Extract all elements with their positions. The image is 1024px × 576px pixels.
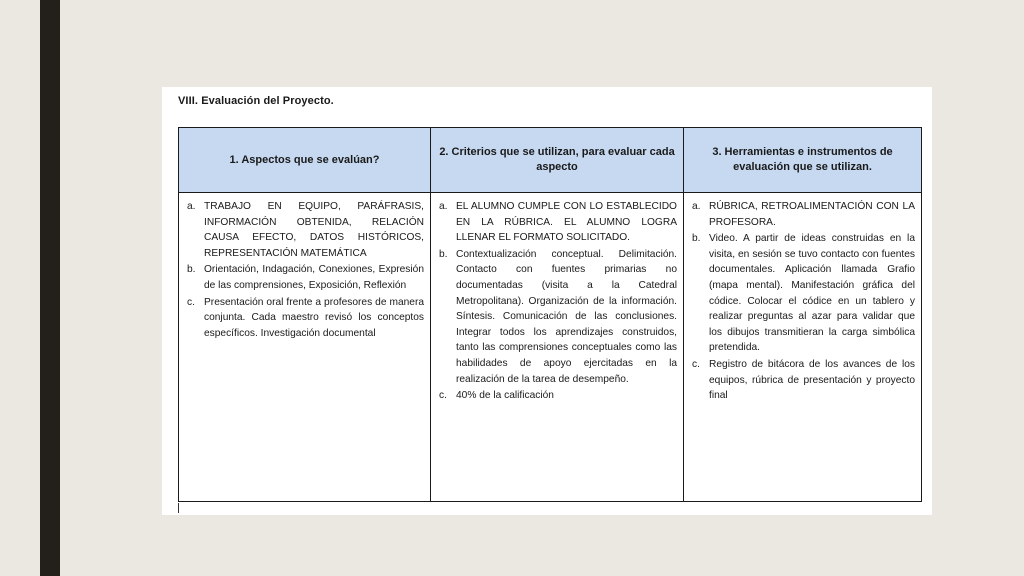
list-item [435, 199, 679, 246]
list-marker: c. [692, 358, 700, 370]
list-item [183, 295, 426, 342]
list-item-text: RÚBRICA, RETROALIMENTACIÓN CON LA PROFESORA. [709, 201, 915, 228]
list-item-text: Registro de bitácora de los avances de los equipos, rúbrica de presentación y proyecto final [709, 358, 915, 402]
table-row [179, 193, 922, 502]
text-cursor [178, 503, 179, 513]
list-item-text: Orientación, Indagación, Conexiones, Expresión de las comprensiones, Exposición, Reflexión [204, 264, 424, 291]
document-page [162, 87, 932, 515]
cell-aspects [179, 193, 431, 502]
list-item-text: Video. A partir de ideas construidas en la visita, en sesión se tuvo contacto con fuentes documentales. Aplicación llamada Grafio (mapa mental). Manifestación gráfica del códice. Colocar el códice en un tablero y realizar preguntas al azar para validar que los dibujos transmitieran la carga simbólica pretendida. [709, 233, 915, 354]
list-marker: b. [187, 264, 196, 276]
list-item-text: TRABAJO EN EQUIPO, PARÁFRASIS, INFORMACIÓN OBTENIDA, RELACIÓN CAUSA EFECTO, DATOS HISTÓRICOS, REPRESENTACIÓN MATEMÁTICA [204, 201, 424, 259]
table-header-row [179, 128, 922, 193]
criteria-list [435, 199, 679, 404]
list-marker: b. [692, 233, 701, 245]
list-item-text: 40% de la calificación [456, 390, 554, 402]
list-item [688, 231, 917, 356]
list-marker: a. [439, 201, 448, 212]
section-title: VIII. Evaluación del Proyecto. [178, 95, 334, 107]
list-item [435, 388, 679, 404]
evaluation-table [178, 127, 922, 502]
cell-tools [684, 193, 922, 502]
list-item-text: EL ALUMNO CUMPLE CON LO ESTABLECIDO EN LA RÚBRICA. EL ALUMNO LOGRA LLENAR EL FORMATO SOLICITADO. [456, 201, 677, 244]
list-item [183, 262, 426, 293]
tools-list [688, 199, 917, 404]
header-aspects: 1. Aspectos que se evalúan? [179, 128, 431, 193]
list-marker: b. [439, 248, 448, 260]
header-tools: 3. Herramientas e instrumentos de evaluación que se utilizan. [684, 128, 922, 193]
list-item [183, 199, 426, 261]
list-item [688, 199, 917, 230]
cell-criteria [431, 193, 684, 502]
list-item-text: Presentación oral frente a profesores de manera conjunta. Cada maestro revisó los conceptos específicos. Investigación documental [204, 296, 424, 339]
list-marker: c. [187, 296, 195, 308]
aspects-list [183, 199, 426, 341]
list-marker: c. [439, 390, 447, 402]
list-marker: a. [187, 201, 196, 212]
left-accent-bar [40, 0, 60, 576]
list-item-text: Contextualización conceptual. Delimitación. Contacto con fuentes primarias no documentadas (visita a la Catedral Metropolitana). Organización de la información. Síntesis. Comunicación de las conclusiones. Integrar todos los aprendizajes construidos, tanto las comprensiones conceptuales como las habilidades de apoyo ejercitadas en la realización de la tarea de desempeño. [456, 248, 677, 385]
list-item [435, 247, 679, 387]
header-criteria: 2. Criterios que se utilizan, para evaluar cada aspecto [431, 128, 684, 193]
list-marker: a. [692, 201, 701, 212]
list-item [688, 357, 917, 404]
